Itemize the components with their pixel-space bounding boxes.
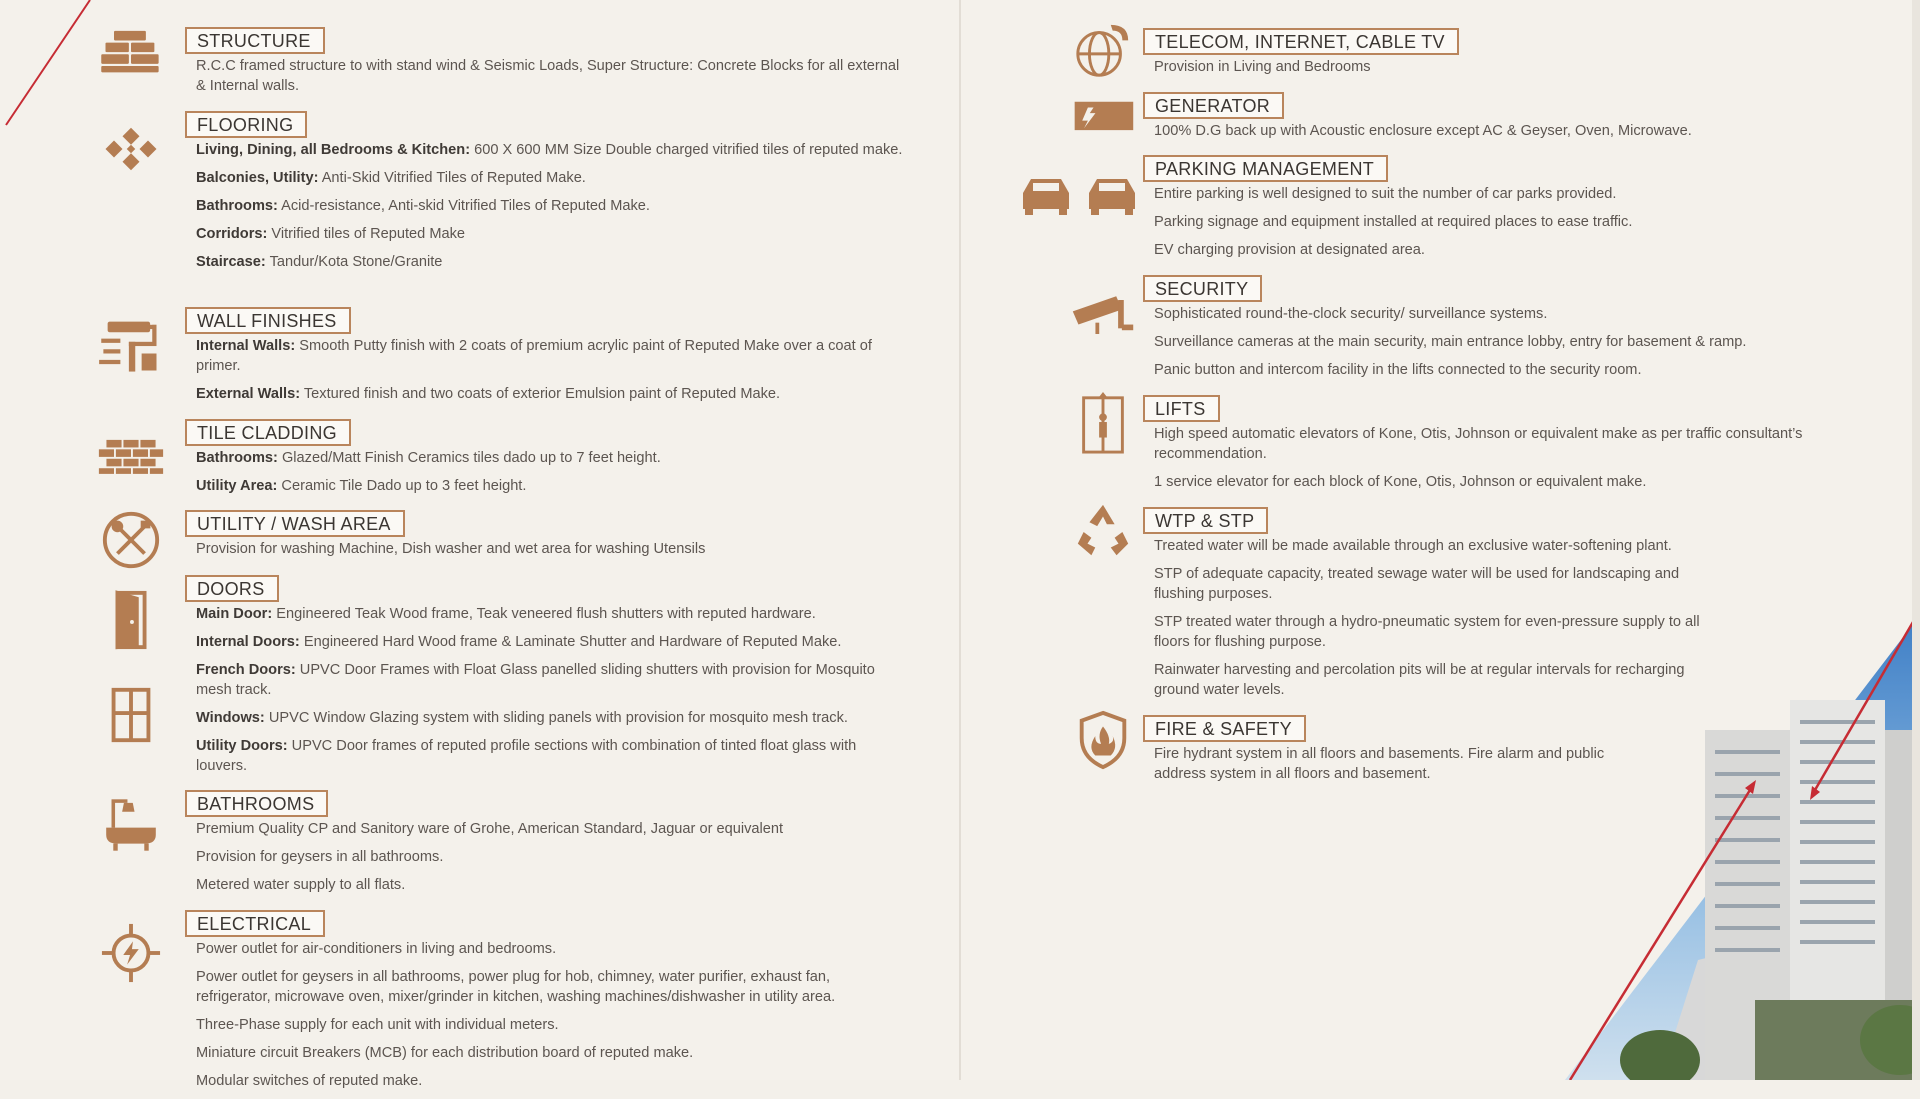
door-icon bbox=[90, 585, 172, 655]
spec-item: Utility Doors: UPVC Door frames of reputed profile sections with combination of tinted float glass with louvers. bbox=[196, 738, 857, 774]
section-title: WTP & STP bbox=[1143, 507, 1268, 534]
spec-item: External Walls: Textured finish and two coats of exterior Emulsion paint of Reputed Make. bbox=[196, 386, 781, 402]
section-parking bbox=[1143, 155, 1883, 268]
spec-item: Treated water will be made available through an exclusive water-softening plant. bbox=[1154, 538, 1672, 554]
section-title: PARKING MANAGEMENT bbox=[1143, 155, 1388, 182]
spec-item: Fire hydrant system in all floors and basements. Fire alarm and public address system in all floors and basement. bbox=[1154, 746, 1605, 782]
spec-item: Rainwater harvesting and percolation pits will be at regular intervals for recharging ground water levels. bbox=[1154, 662, 1685, 698]
section-wtp-stp bbox=[1143, 507, 1733, 708]
section-title: GENERATOR bbox=[1143, 92, 1284, 119]
section-wall-finishes bbox=[185, 307, 905, 412]
spec-item: 100% D.G back up with Acoustic enclosure except AC & Geyser, Oven, Microwave. bbox=[1154, 123, 1692, 139]
spec-item: Windows: UPVC Window Glazing system with sliding panels with provision for mosquito mesh track. bbox=[196, 710, 848, 726]
section-title: SECURITY bbox=[1143, 275, 1262, 302]
bricks-icon bbox=[90, 15, 172, 85]
section-title: LIFTS bbox=[1143, 395, 1220, 422]
spec-item: French Doors: UPVC Door Frames with Float Glass panelled sliding shutters with provision for Mosquito mesh track. bbox=[196, 662, 875, 698]
section-generator bbox=[1143, 92, 1883, 149]
bathtub-shower-icon bbox=[90, 790, 172, 860]
spec-item: Provision for geysers in all bathrooms. bbox=[196, 849, 444, 865]
fire-shield-icon bbox=[1062, 705, 1144, 775]
globe-phone-icon bbox=[1062, 15, 1144, 85]
spec-item: Bathrooms: Glazed/Matt Finish Ceramics tiles dado up to 7 feet height. bbox=[196, 450, 661, 466]
section-utility bbox=[185, 510, 905, 567]
spec-item: STP treated water through a hydro-pneumatic system for even-pressure supply to all floors for flushing purpose. bbox=[1154, 614, 1700, 650]
spec-item: Panic button and intercom facility in the lifts connected to the security room. bbox=[1154, 362, 1642, 378]
spec-item: Three-Phase supply for each unit with individual meters. bbox=[196, 1017, 559, 1033]
section-title: STRUCTURE bbox=[185, 27, 325, 54]
spec-item: Power outlet for air-conditioners in living and bedrooms. bbox=[196, 941, 557, 957]
spec-item: Parking signage and equipment installed at required places to ease traffic. bbox=[1154, 214, 1633, 230]
spec-item: Entire parking is well designed to suit the number of car parks provided. bbox=[1154, 186, 1617, 202]
electrical-icon bbox=[90, 918, 172, 988]
section-title: BATHROOMS bbox=[185, 790, 328, 817]
spec-item: Bathrooms: Acid-resistance, Anti-skid Vitrified Tiles of Reputed Make. bbox=[196, 198, 650, 214]
spec-item: Utility Area: Ceramic Tile Dado up to 3 feet height. bbox=[196, 478, 527, 494]
spec-item: Corridors: Vitrified tiles of Reputed Make bbox=[196, 226, 466, 242]
section-telecom bbox=[1143, 28, 1883, 85]
cars-icon bbox=[1012, 160, 1152, 230]
floor-tiles-icon bbox=[90, 114, 172, 184]
spec-item: Metered water supply to all flats. bbox=[196, 877, 406, 893]
section-title: ELECTRICAL bbox=[185, 910, 325, 937]
section-lifts bbox=[1143, 395, 1843, 500]
spec-item: Main Door: Engineered Teak Wood frame, Teak veneered flush shutters with reputed hardware. bbox=[196, 606, 816, 622]
spec-item: 1 service elevator for each block of Kone, Otis, Johnson or equivalent make. bbox=[1154, 474, 1647, 490]
section-structure bbox=[185, 27, 905, 104]
paint-roller-icon bbox=[90, 310, 172, 380]
section-tile-cladding bbox=[185, 419, 905, 504]
section-flooring bbox=[185, 111, 905, 280]
spec-item: Modular switches of reputed make. bbox=[196, 1073, 423, 1089]
section-electrical bbox=[185, 910, 905, 1099]
window-icon bbox=[90, 680, 172, 750]
spec-item: High speed automatic elevators of Kone, Otis, Johnson or equivalent make as per traffic consultant’s recommendation. bbox=[1154, 426, 1803, 462]
recycle-icon bbox=[1062, 495, 1144, 565]
corner-accent-line bbox=[0, 0, 100, 130]
section-title: TILE CLADDING bbox=[185, 419, 351, 446]
spec-item: Living, Dining, all Bedrooms & Kitchen: 600 X 600 MM Size Double charged vitrified tiles of reputed make. bbox=[196, 142, 903, 158]
page-edge bbox=[1912, 0, 1920, 1080]
spec-item: STP of adequate capacity, treated sewage water will be used for landscaping and flushing purposes. bbox=[1154, 566, 1680, 602]
spec-item: R.C.C framed structure to with stand wind & Seismic Loads, Super Structure: Concrete Blocks for all external & Internal walls. bbox=[196, 58, 900, 94]
spec-item: Provision for washing Machine, Dish washer and wet area for washing Utensils bbox=[196, 541, 706, 557]
section-doors bbox=[185, 575, 905, 784]
wall-tiles-icon bbox=[90, 420, 172, 490]
section-title: WALL FINISHES bbox=[185, 307, 351, 334]
spec-item: Surveillance cameras at the main security, main entrance lobby, entry for basement & ramp. bbox=[1154, 334, 1747, 350]
section-title: FLOORING bbox=[185, 111, 307, 138]
spec-item: Balconies, Utility: Anti-Skid Vitrified Tiles of Reputed Make. bbox=[196, 170, 586, 186]
section-security bbox=[1143, 275, 1903, 388]
section-bathrooms bbox=[185, 790, 905, 903]
spec-item: Power outlet for geysers in all bathrooms, power plug for hob, chimney, water purifier, exhaust fan, refrigerator, microwave oven, mixer/grinder in kitchen, washing machines/dishwasher in utility area. bbox=[196, 969, 836, 1005]
generator-icon bbox=[1062, 80, 1144, 150]
spec-item: Internal Doors: Engineered Hard Wood frame & Laminate Shutter and Hardware of Reputed Make. bbox=[196, 634, 842, 650]
spec-item: Sophisticated round-the-clock security/ surveillance systems. bbox=[1154, 306, 1548, 322]
cctv-camera-icon bbox=[1062, 282, 1144, 352]
section-fire-safety bbox=[1143, 715, 1613, 792]
section-title: FIRE & SAFETY bbox=[1143, 715, 1306, 742]
spec-item: Premium Quality CP and Sanitory ware of Grohe, American Standard, Jaguar or equivalent bbox=[196, 821, 784, 837]
spec-item: Miniature circuit Breakers (MCB) for each distribution board of reputed make. bbox=[196, 1045, 694, 1061]
spec-item: EV charging provision at designated area. bbox=[1154, 242, 1425, 258]
section-title: UTILITY / WASH AREA bbox=[185, 510, 405, 537]
spec-item: Staircase: Tandur/Kota Stone/Granite bbox=[196, 254, 443, 270]
tools-icon bbox=[90, 505, 172, 575]
section-title: DOORS bbox=[185, 575, 279, 602]
spec-item: Provision in Living and Bedrooms bbox=[1154, 59, 1371, 75]
section-title: TELECOM, INTERNET, CABLE TV bbox=[1143, 28, 1459, 55]
spec-item: Internal Walls: Smooth Putty finish with 2 coats of premium acrylic paint of Reputed Make over a coat of primer. bbox=[196, 338, 872, 374]
elevator-icon bbox=[1062, 388, 1144, 458]
